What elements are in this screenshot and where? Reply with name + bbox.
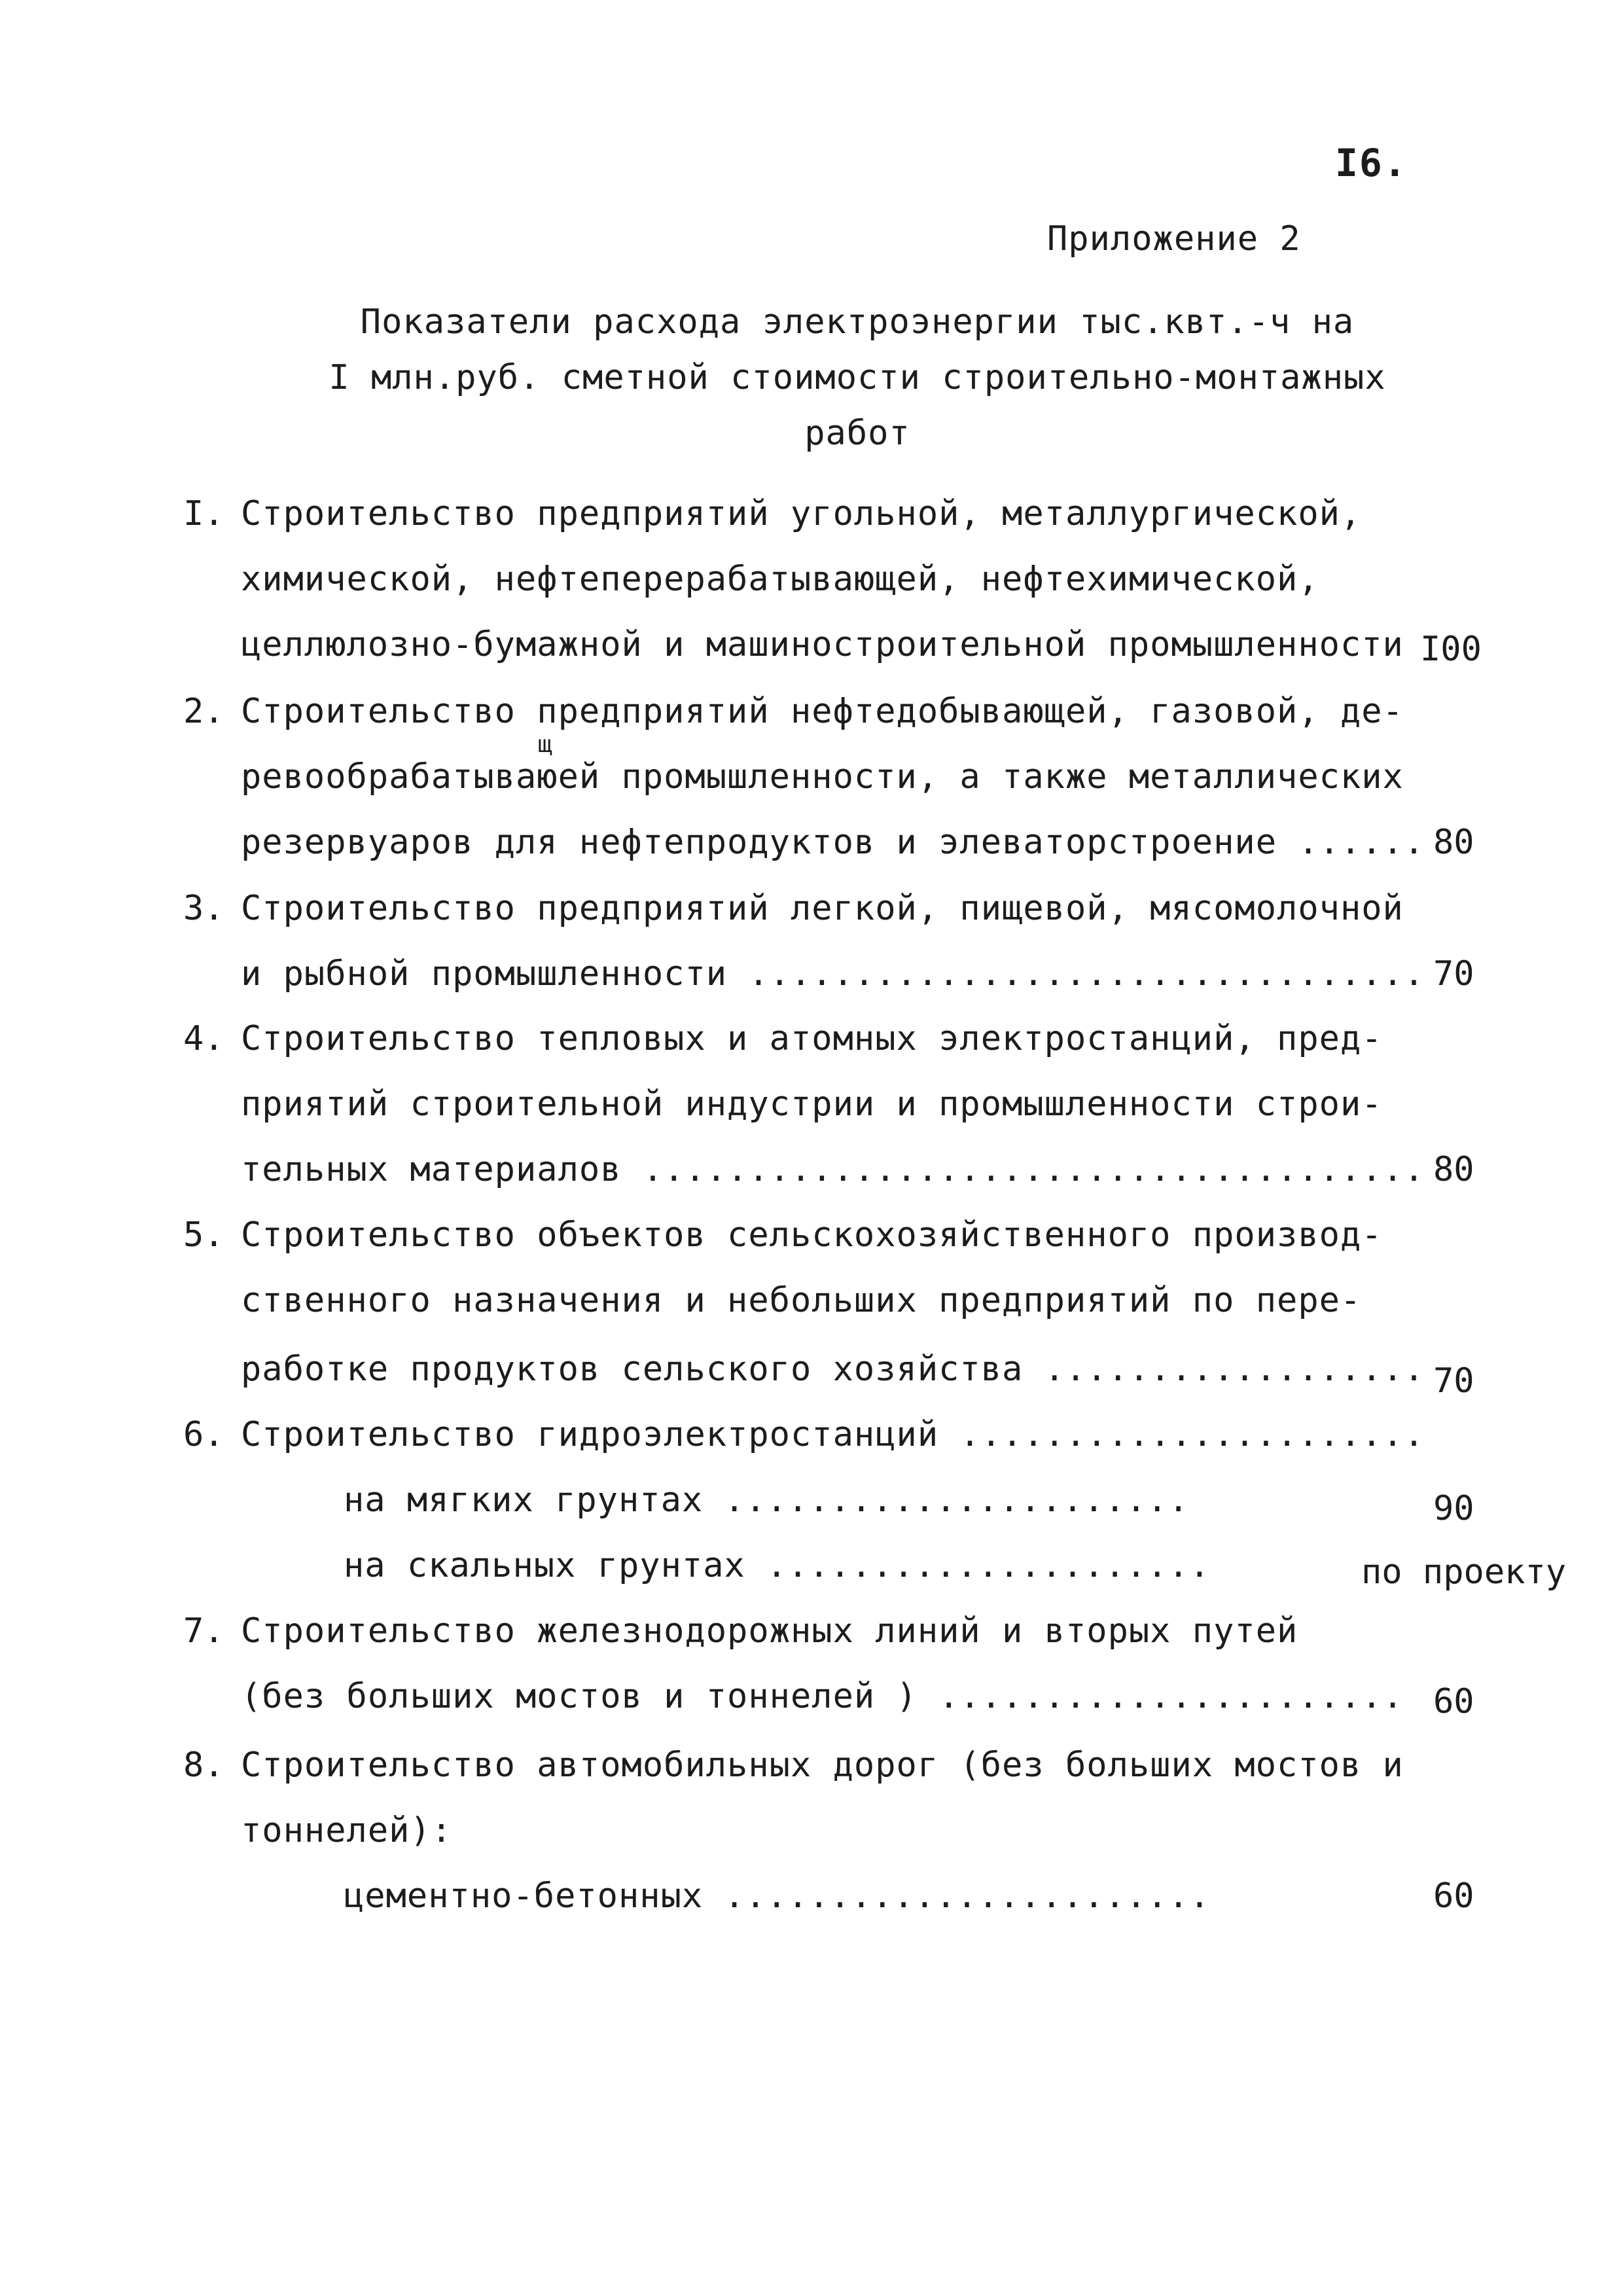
item-number: 6.	[183, 1415, 224, 1454]
item-text-line: тоннелей):	[241, 1811, 453, 1850]
item-text-line: резервуаров для нефтепродуктов и элеваторстроение ......	[241, 823, 1425, 862]
item-value: 80	[1433, 1150, 1474, 1189]
item-text-line: Строительство железнодорожных линий и вторых путей	[241, 1611, 1298, 1651]
item-text-line: Строительство тепловых и атомных электростанций, пред-	[241, 1019, 1383, 1058]
item-text-line: приятий строительной индустрии и промышленности строи-	[241, 1085, 1383, 1124]
subitem-label: цементно-бетонных .......................	[344, 1876, 1211, 1916]
subitem-label: на мягких грунтах ......................	[344, 1480, 1190, 1520]
item-value: 70	[1433, 1361, 1474, 1401]
item-number: 8.	[183, 1746, 224, 1785]
item-text-line: ревообрабатываюей промышленности, а также металлических	[241, 757, 1404, 797]
page-number: I6.	[1335, 141, 1408, 185]
item-value: I00	[1420, 630, 1482, 669]
item-text-line: Строительство объектов сельскохозяйственного производ-	[241, 1215, 1383, 1255]
item-text-line: Строительство предприятий нефтедобывающей, газовой, де-	[241, 692, 1404, 731]
item-value: 80	[1433, 823, 1474, 862]
item-number: 5.	[183, 1215, 224, 1255]
title-line: I млн.руб. сметной стоимости строительно-монтажных	[329, 358, 1386, 397]
item-text-line: и рыбной промышленности ................................	[241, 954, 1425, 994]
item-text-line: Строительство предприятий легкой, пищевой, мясомолочной	[241, 889, 1404, 928]
item-value: 60	[1433, 1682, 1474, 1721]
subitem-label: на скальных грунтах .....................	[344, 1546, 1211, 1585]
item-text-line: (без больших мостов и тоннелей ) ......................	[241, 1677, 1404, 1716]
item-number: I.	[183, 494, 224, 533]
item-text-line: химической, нефтеперерабатывающей, нефтехимической,	[241, 560, 1319, 599]
item-text-line: тельных материалов .....................................	[241, 1150, 1425, 1189]
document-title	[301, 295, 1414, 461]
item-text-line: Строительство гидроэлектростанций ......................	[241, 1415, 1425, 1454]
item-text-line: ственного назначения и небольших предприятий по пере-	[241, 1281, 1362, 1320]
title-line: Показатели расхода электроэнергии тыс.квт.-ч на	[360, 302, 1355, 342]
item-number: 3.	[183, 889, 224, 928]
item-text-line: Строительство предприятий угольной, металлургической,	[241, 494, 1362, 533]
subitem-value: 90	[1433, 1489, 1474, 1528]
appendix-label: Приложение 2	[1047, 219, 1301, 259]
item-text-line: целлюлозно-бумажной и машиностроительной промышленности	[241, 625, 1404, 664]
item-value: 70	[1433, 954, 1474, 994]
subitem-value: по проекту	[1361, 1552, 1567, 1592]
handwritten-insert: щ	[538, 731, 552, 758]
item-text-line: Строительство автомобильных дорог (без больших мостов и	[241, 1746, 1404, 1785]
item-number: 2.	[183, 692, 224, 731]
item-number: 7.	[183, 1611, 224, 1651]
item-number: 4.	[183, 1019, 224, 1058]
item-text-line: работке продуктов сельского хозяйства ..................	[241, 1350, 1425, 1389]
title-line: работ	[804, 414, 910, 453]
subitem-value: 60	[1433, 1876, 1474, 1916]
